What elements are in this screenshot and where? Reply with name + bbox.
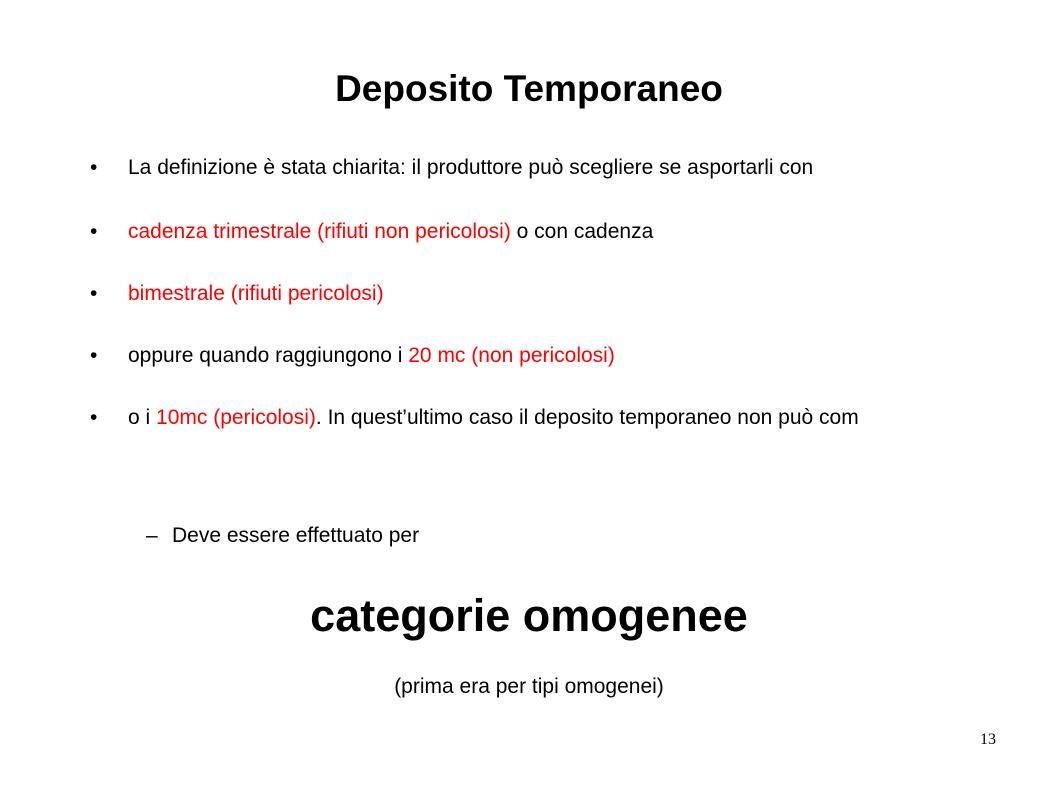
bullet-dot: • — [90, 406, 98, 429]
bullet-dot: • — [90, 220, 98, 243]
bullet-text: o con cadenza — [510, 220, 654, 243]
sub-bullet-text: Deve essere effettuato per — [172, 524, 420, 547]
bullet-text: oppure quando raggiungono i — [128, 344, 409, 367]
bullet-text-red: 10mc (pericolosi) — [156, 406, 316, 429]
bullet-item — [90, 404, 859, 432]
bullet-item — [90, 154, 813, 182]
bullet-dot: • — [90, 282, 98, 305]
bullet-text-red: cadenza trimestrale (rifiuti non pericolosi) — [128, 220, 511, 243]
bullet-text-red: 20 mc (non pericolosi) — [408, 344, 615, 367]
bullet-dot: • — [90, 344, 98, 367]
sub-bullet — [146, 522, 419, 550]
bullet-item — [90, 280, 384, 308]
bullet-text: . In quest’ultimo caso il deposito temporaneo non può com — [315, 406, 859, 429]
slide-title: Deposito Temporaneo — [335, 68, 723, 109]
sub-bullet-dash: – — [146, 524, 158, 547]
bullet-text: o i — [128, 406, 157, 429]
note-text: (prima era per tipi omogenei) — [394, 675, 664, 698]
bullet-text: La definizione è stata chiarita: il produttore può scegliere se asportarli con — [128, 156, 814, 179]
page-number: 13 — [980, 731, 996, 748]
bullet-item — [90, 342, 615, 370]
emphasis-heading: categorie omogenee — [310, 590, 748, 641]
bullet-text-red: bimestrale (rifiuti pericolosi) — [128, 282, 384, 305]
bullet-item — [90, 218, 653, 246]
bullet-dot: • — [90, 156, 98, 179]
